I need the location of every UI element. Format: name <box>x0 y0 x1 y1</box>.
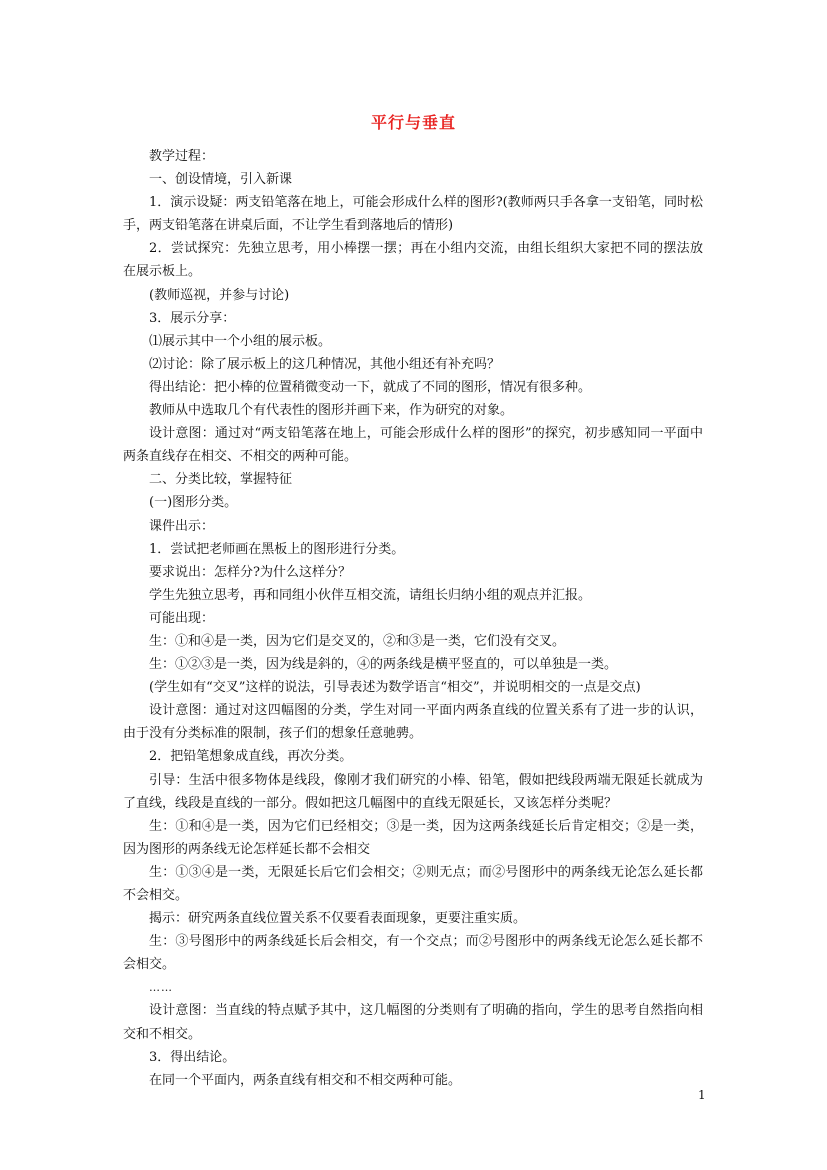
paragraph: 引导：生活中很多物体是线段，像刚才我们研究的小棒、铅笔，假如把线段两端无限延长就成为了直线，线段是直线的一部分。假如把这几幅图中的直线无限延长，又该怎样分类呢？ <box>123 772 703 811</box>
paragraph: 2．尝试探究：先独立思考，用小棒摆一摆；再在小组内交流，由组长组织大家把不同的摆法放在展示板上。 <box>123 241 703 280</box>
paragraph: 设计意图：当直线的特点赋予其中，这几幅图的分类则有了明确的指向，学生的思考自然指向相交和不相交。 <box>123 1003 703 1042</box>
document-title: 平行与垂直 <box>370 113 456 132</box>
paragraph: 得出结论：把小棒的位置稍微变动一下，就成了不同的图形，情况有很多种。 <box>149 379 592 395</box>
paragraph: 设计意图：通过对这四幅图的分类，学生对同一平面内两条直线的位置关系有了进一步的认识，由于没有分类标准的限制，孩子们的想象任意驰骋。 <box>123 703 703 742</box>
paragraph: ⑴展示其中一个小组的展示板。 <box>149 333 332 349</box>
paragraph: 教学过程： <box>149 149 215 164</box>
paragraph: 2．把铅笔想象成直线，再次分类。 <box>149 749 353 765</box>
paragraph: 学生先独立思考，再和同组小伙伴互相交流，请组长归纳小组的观点并汇报。 <box>149 587 592 603</box>
paragraph: (一)图形分类。 <box>149 495 238 511</box>
paragraph: 1．尝试把老师画在黑板上的图形进行分类。 <box>149 541 405 557</box>
page-number: 1 <box>698 1088 706 1102</box>
paragraph: (学生如有“交叉”这样的说法，引导表述为数学语言“相交”，并说明相交的一点是交点) <box>149 680 641 696</box>
paragraph: 可能出现： <box>149 610 215 626</box>
section-heading: 二、分类比较，掌握特征 <box>149 472 293 488</box>
document-body <box>123 145 703 1092</box>
paragraph: 教师从中选取几个有代表性的图形并画下来，作为研究的对象。 <box>149 403 514 419</box>
paragraph: 3．得出结论。 <box>149 1049 236 1065</box>
section-heading: 一、创设情境，引入新课 <box>149 172 293 188</box>
paragraph: 课件出示： <box>149 518 215 534</box>
paragraph: 生：①③④是一类，无限延长后它们会相交；②则无点；而②号图形中的两条线无论怎么延长都不会相交。 <box>123 864 703 903</box>
paragraph: 揭示：研究两条直线位置关系不仅要看表面现象，更要注重实质。 <box>149 911 527 927</box>
paragraph: 生：①②③是一类，因为线是斜的，④的两条线是横平竖直的，可以单独是一类。 <box>149 657 618 673</box>
paragraph: 生：③号图形中的两条线延长后会相交，有一个交点；而②号图形中的两条线无论怎么延长都不会相交。 <box>123 934 703 973</box>
paragraph: 在同一个平面内，两条直线有相交和不相交两种可能。 <box>149 1072 462 1088</box>
paragraph: (教师巡视，并参与讨论) <box>149 287 290 303</box>
paragraph: 设计意图：通过对“两支铅笔落在地上，可能会形成什么样的图形”的探究，初步感知同一平面中两条直线存在相交、不相交的两种可能。 <box>123 426 703 465</box>
paragraph: 生：①和④是一类，因为它们已经相交；③是一类，因为这两条线延长后肯定相交；②是一类，因为图形的两条线无论怎样延长都不会相交 <box>123 818 703 857</box>
paragraph: 要求说出：怎样分?为什么这样分？ <box>149 564 351 580</box>
paragraph: 生：①和④是一类，因为它们是交叉的，②和③是一类，它们没有交叉。 <box>149 633 566 649</box>
paragraph: ⑵讨论：除了展示板上的这几种情况，其他小组还有补充吗？ <box>149 356 501 372</box>
paragraph: 3．展示分享： <box>149 310 236 326</box>
paragraph: 1．演示设疑：两支铅笔落在地上，可能会形成什么样的图形?(教师两只手各拿一支铅笔，同时松手，两支铅笔落在讲桌后面，不让学生看到落地后的情形) <box>123 195 703 234</box>
ellipsis: …… <box>149 981 173 995</box>
